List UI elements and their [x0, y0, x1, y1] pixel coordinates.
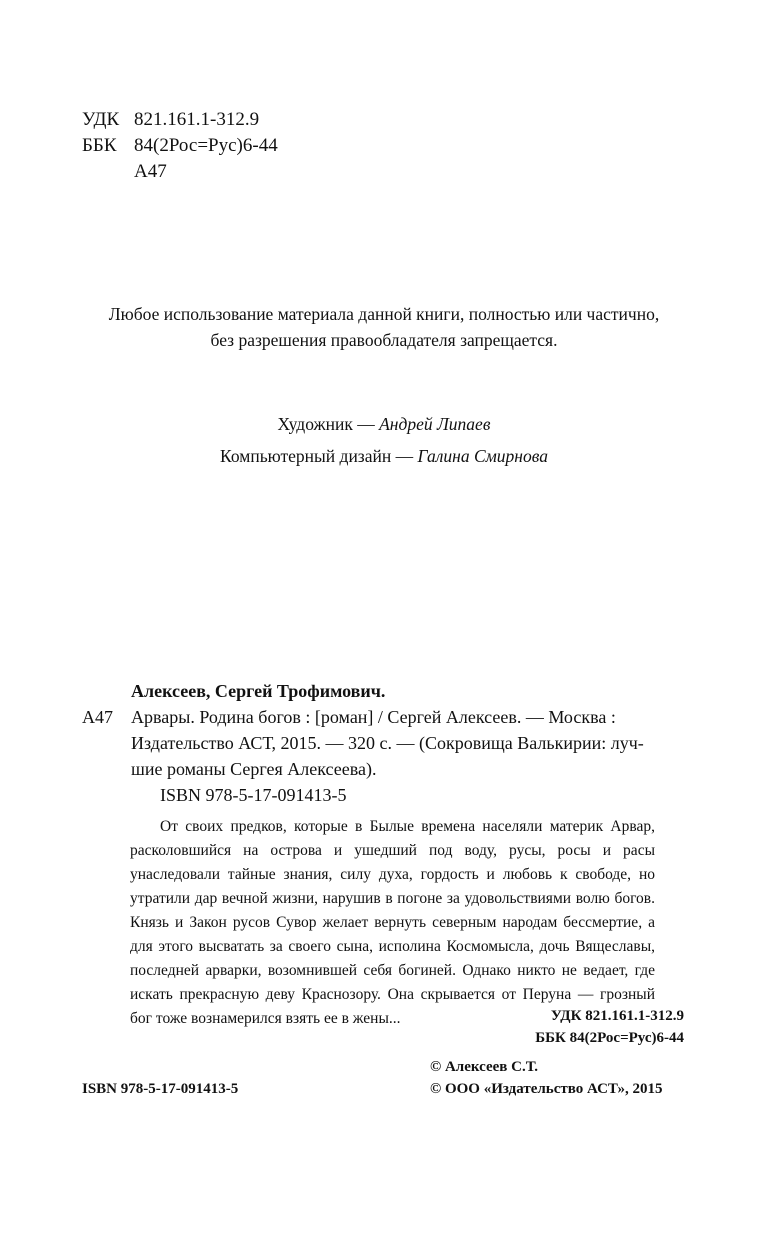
annotation-text: От своих предков, которые в Былые времена населяли материк Арвар, расколовшийся на острова и ушедший под воду, русы, росы и расы унаследовали тайные знания, силу духа, гордость и любовь к свободе, но утратили дар вечной жизни, нарушив в погоне за удовольствиями волю богов. Князь и Закон русов Сувор желает вернуть северным народам бессмертие, а для этого высватать за своего сына, исполина Космомысла, дочь Вящеславы, последней арварки, возомнившей себя богиней. Однако никто не ведает, где искать прекрасную деву Краснозору. Она скрывается от Перуна — грозный бог тоже вознамерился взять ее в жены... — [130, 818, 655, 1027]
copyright-author: © Алексеев С.Т. — [430, 1059, 538, 1075]
udk-label: УДК — [82, 109, 120, 130]
catalog-line-3: шие романы Сергея Алексеева). — [131, 759, 377, 779]
bbk-value: 84(2Рос=Рус)6-44 — [134, 135, 278, 156]
copyright-publisher: © ООО «Издательство АСТ», 2015 — [430, 1081, 663, 1097]
catalog-author: Алексеев, Сергей Трофимович. — [131, 681, 386, 701]
credits-block — [0, 408, 768, 472]
artist-name: Андрей Липаев — [379, 414, 491, 434]
author-mark-line — [82, 159, 278, 185]
design-credit — [0, 440, 768, 472]
design-name: Галина Смирнова — [417, 446, 548, 466]
footer-isbn: ISBN 978-5-17-091413-5 — [82, 1081, 239, 1097]
copyright-block — [430, 1056, 663, 1100]
udk-line — [82, 107, 278, 133]
catalog-line-1: Арвары. Родина богов : [роман] / Сергей Алексеев. — Москва : — [131, 707, 616, 727]
footer-classification — [535, 1005, 684, 1049]
author-mark: А47 — [134, 161, 167, 182]
classification-block — [82, 107, 278, 185]
artist-credit — [0, 408, 768, 440]
catalog-author-mark: А47 — [82, 707, 113, 727]
notice-line-2: без разрешения правообладателя запрещается. — [210, 330, 558, 350]
bbk-line — [82, 133, 278, 159]
catalog-description — [131, 704, 691, 782]
notice-line-1: Любое использование материала данной книги, полностью или частично, — [108, 304, 660, 324]
annotation — [130, 815, 655, 1031]
udk-value: 821.161.1-312.9 — [134, 109, 260, 130]
bbk-label: ББК — [82, 135, 117, 156]
design-role: Компьютерный дизайн — — [220, 446, 418, 466]
catalog-isbn: ISBN 978-5-17-091413-5 — [160, 785, 347, 805]
copyright-notice — [0, 301, 768, 353]
catalog-line-2: Издательство АСТ, 2015. — 320 с. — (Сокровища Валькирии: луч- — [131, 733, 644, 753]
artist-role: Художник — — [277, 414, 380, 434]
footer-bbk: ББК 84(2Рос=Рус)6-44 — [535, 1030, 684, 1046]
footer-udk: УДК 821.161.1-312.9 — [550, 1008, 684, 1024]
